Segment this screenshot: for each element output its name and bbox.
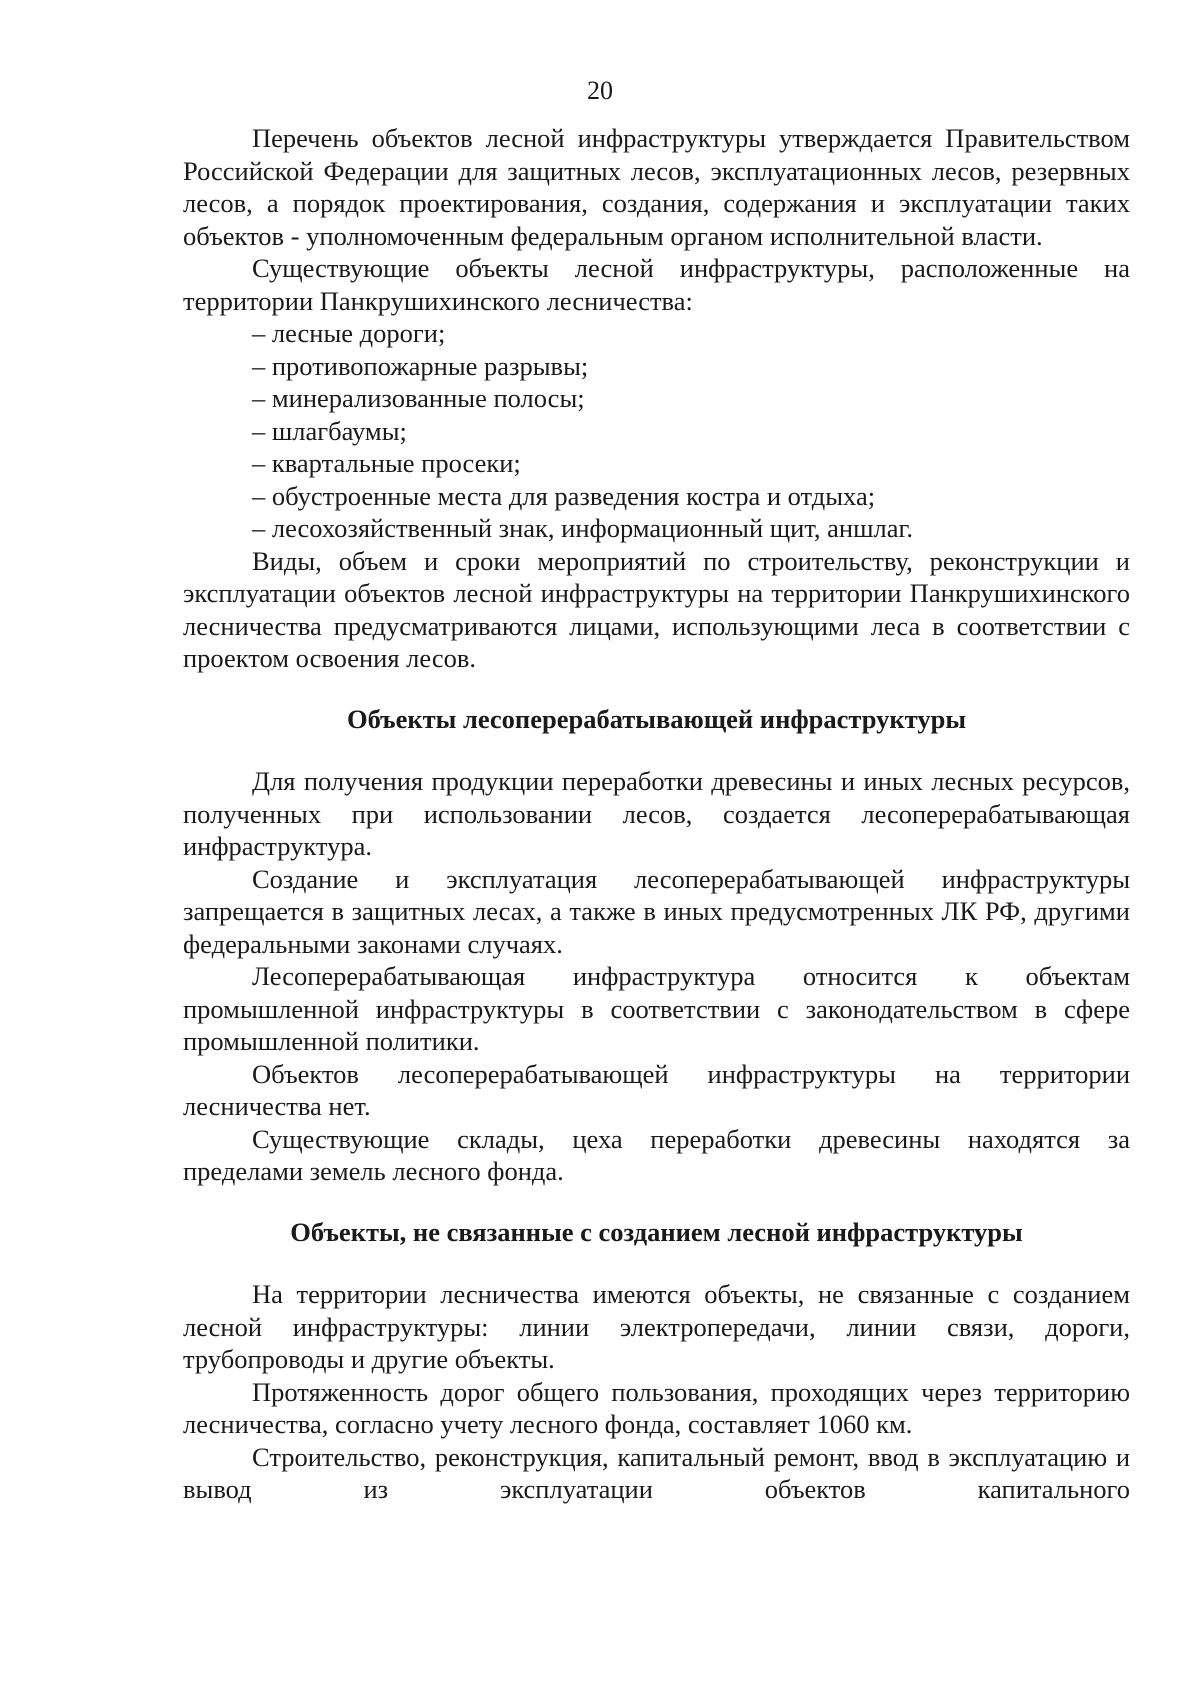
section1-paragraph-5: Существующие склады, цеха переработки древесины находятся за пределами земель лесного фонда. bbox=[183, 1123, 1130, 1186]
section2-paragraph-3: Строительство, реконструкция, капитальный ремонт, ввод в эксплуатацию и вывод из эксплуатации объектов капитального bbox=[183, 1441, 1130, 1504]
section2-paragraph-1: На территории лесничества имеются объекты, не связанные с созданием лесной инфраструктуры: линии электропередачи, линии связи, дороги, трубопроводы и другие объекты. bbox=[183, 1279, 1130, 1374]
list-item: – обустроенные места для разведения костра и отдыха; bbox=[252, 480, 876, 511]
intro-paragraph-2: Существующие объекты лесной инфраструктуры, расположенные на территории Панкрушихинского лесничества: bbox=[183, 253, 1130, 316]
list-item: – противопожарные разрывы; bbox=[252, 350, 589, 381]
list-item: – шлагбаумы; bbox=[252, 415, 407, 446]
section1-paragraph-4: Объектов лесоперерабатывающей инфраструктуры на территории лесничества нет. bbox=[183, 1058, 1130, 1121]
section2-paragraph-2: Протяженность дорог общего пользования, проходящих через территорию лесничества, согласно учету лесного фонда, составляет 1060 км. bbox=[183, 1376, 1130, 1439]
section1-paragraph-2: Создание и эксплуатация лесоперерабатывающей инфраструктуры запрещается в защитных лесах, а также в иных предусмотренных ЛК РФ, другими федеральными законами случаях. bbox=[183, 863, 1130, 959]
list-item: – квартальные просеки; bbox=[252, 448, 521, 478]
intro-paragraph-3: Виды, объем и сроки мероприятий по строительству, реконструкции и эксплуатации объектов лесной инфраструктуры на территории Панкрушихинского лесничества предусматриваются лицами, использующими леса в соответствии с проектом освоения лесов. bbox=[183, 545, 1130, 673]
section1-paragraph-1: Для получения продукции переработки древесины и иных лесных ресурсов, полученных при использовании лесов, создается лесоперерабатывающая инфраструктура. bbox=[183, 766, 1130, 861]
list-item: – лесные дороги; bbox=[252, 318, 446, 348]
section-title-wood-processing: Объекты лесоперерабатывающей инфраструктуры bbox=[346, 703, 967, 734]
list-item: – лесохозяйственный знак, информационный щит, аншлаг. bbox=[252, 513, 914, 543]
page-number: 20 bbox=[587, 76, 613, 105]
list-item: – минерализованные полосы; bbox=[252, 383, 585, 413]
page-content bbox=[183, 122, 1130, 1506]
intro-paragraph-1: Перечень объектов лесной инфраструктуры утверждается Правительством Российской Федерации для защитных лесов, эксплуатационных лесов, резервных лесов, а порядок проектирования, создания, содержания и эксплуатации таких объектов - уполномоченным федеральным органом исполнительной власти. bbox=[183, 123, 1130, 251]
section1-paragraph-3: Лесоперерабатывающая инфраструктура относится к объектам промышленной инфраструктуры в соответствии с законодательством в сфере промышленной политики. bbox=[183, 961, 1130, 1056]
section-title-non-forest-objects: Объекты, не связанные с созданием лесной инфраструктуры bbox=[290, 1216, 1023, 1247]
